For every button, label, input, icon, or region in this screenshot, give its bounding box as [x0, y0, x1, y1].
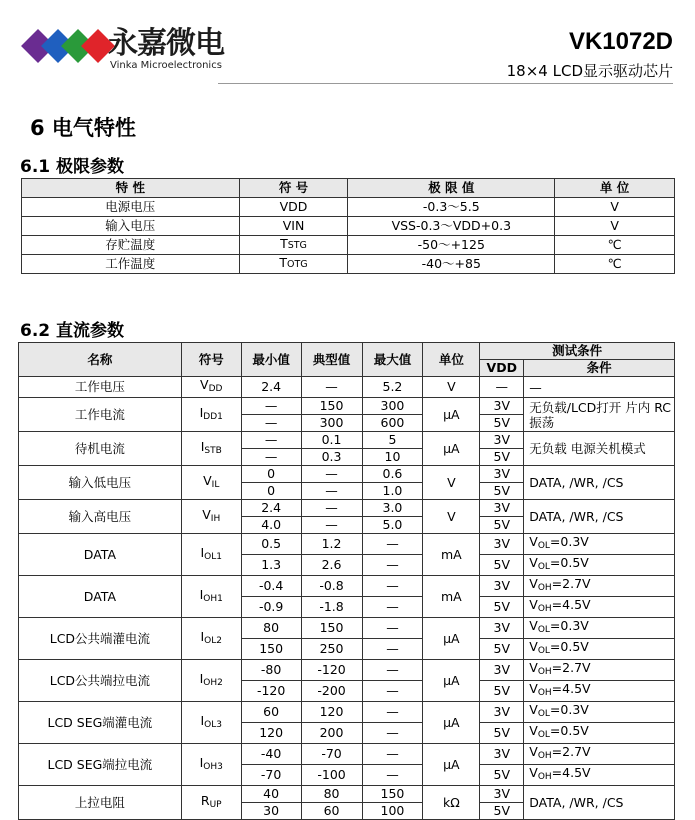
limits-cell: VSS-0.3～VDD+0.3 — [348, 217, 555, 236]
dc-min: 2.4 — [241, 377, 301, 398]
dc-vdd: 5V — [480, 681, 524, 702]
dc-min: -0.4 — [241, 576, 301, 597]
limits-header-cell: 符 号 — [239, 179, 348, 198]
dc-name: 工作电流 — [19, 398, 182, 432]
dc-typ: -70 — [301, 744, 362, 765]
dc-min: 60 — [241, 702, 301, 723]
dc-symbol: $R_{UP}$ — [181, 786, 241, 820]
dc-max: — — [362, 576, 423, 597]
limits-cell: 电源电压 — [22, 198, 240, 217]
dc-name: LCD公共端灌电流 — [19, 618, 182, 660]
dc-max: 150 — [362, 786, 423, 803]
dc-vdd: 3V — [480, 500, 524, 517]
dc-condition: $V_{OH}=4.5V$ — [524, 597, 675, 618]
limits-cell: ℃ — [555, 255, 675, 274]
dc-vdd: 5V — [480, 803, 524, 820]
limits-body — [22, 198, 675, 274]
dc-min: -80 — [241, 660, 301, 681]
dc-condition: — — [524, 377, 675, 398]
dc-symbol: $V_{IL}$ — [181, 466, 241, 500]
document-title: VK1072D — [568, 28, 673, 55]
dc-min: 0 — [241, 483, 301, 500]
dc-vdd: 3V — [480, 432, 524, 449]
dc-condition: $V_{OL}=0.5V$ — [524, 639, 675, 660]
dc-vdd: — — [480, 377, 524, 398]
dc-vdd: 3V — [480, 786, 524, 803]
dc-max: 300 — [362, 398, 423, 415]
dc-min: 0 — [241, 466, 301, 483]
document-subtitle: 18×4 LCD显示驱动芯片 — [506, 62, 673, 80]
dc-unit: μA — [423, 660, 480, 702]
dc-header-symbol: 符号 — [181, 343, 241, 377]
dc-typ: 1.2 — [301, 534, 362, 555]
limits-cell: -50～+125 — [348, 236, 555, 255]
limits-header-cell: 单 位 — [555, 179, 675, 198]
dc-min: 0.5 — [241, 534, 301, 555]
dc-vdd: 5V — [480, 483, 524, 500]
dc-symbol: $I_{OL2}$ — [181, 618, 241, 660]
section-title: 6 电气特性 — [30, 116, 136, 140]
dc-name: 上拉电阻 — [19, 786, 182, 820]
dc-typ: 200 — [301, 723, 362, 744]
dc-min: — — [241, 432, 301, 449]
dc-max: 10 — [362, 449, 423, 466]
dc-vdd: 5V — [480, 449, 524, 466]
dc-name: LCD公共端拉电流 — [19, 660, 182, 702]
dc-condition: $V_{OL}=0.5V$ — [524, 723, 675, 744]
brand-name-en: Vinka Microelectronics — [110, 60, 222, 71]
dc-vdd: 5V — [480, 723, 524, 744]
dc-vdd: 3V — [480, 466, 524, 483]
dc-max: — — [362, 597, 423, 618]
dc-header-vdd: VDD — [480, 360, 524, 377]
dc-name: DATA — [19, 576, 182, 618]
dc-unit: μA — [423, 432, 480, 466]
dc-row — [19, 660, 675, 681]
limits-header-cell: 特 性 — [22, 179, 240, 198]
dc-min: 80 — [241, 618, 301, 639]
dc-condition: $V_{OH}=2.7V$ — [524, 576, 675, 597]
dc-name: 待机电流 — [19, 432, 182, 466]
limits-row — [22, 198, 675, 217]
dc-typ: -100 — [301, 765, 362, 786]
limits-cell: -0.3～5.5 — [348, 198, 555, 217]
dc-min: 150 — [241, 639, 301, 660]
dc-max: 5 — [362, 432, 423, 449]
dc-name: LCD SEG端灌电流 — [19, 702, 182, 744]
dc-row — [19, 618, 675, 639]
dc-symbol: $I_{OH2}$ — [181, 660, 241, 702]
dc-typ: 60 — [301, 803, 362, 820]
dc-min: 40 — [241, 786, 301, 803]
dc-header-min: 最小值 — [241, 343, 301, 377]
dc-max: 3.0 — [362, 500, 423, 517]
dc-vdd: 5V — [480, 517, 524, 534]
dc-typ: 300 — [301, 415, 362, 432]
limits-cell: 存贮温度 — [22, 236, 240, 255]
limits-header-row — [22, 179, 675, 198]
dc-min: -0.9 — [241, 597, 301, 618]
dc-condition: DATA, /WR, /CS — [524, 500, 675, 534]
dc-row — [19, 466, 675, 483]
dc-typ: — — [301, 500, 362, 517]
dc-condition: $V_{OH}=4.5V$ — [524, 765, 675, 786]
dc-vdd: 3V — [480, 576, 524, 597]
limits-header-cell: 极 限 值 — [348, 179, 555, 198]
dc-typ: — — [301, 483, 362, 500]
dc-symbol: $V_{IH}$ — [181, 500, 241, 534]
dc-name: 输入低电压 — [19, 466, 182, 500]
dc-max: 5.2 — [362, 377, 423, 398]
limits-row — [22, 236, 675, 255]
dc-unit: mA — [423, 534, 480, 576]
dc-min: 30 — [241, 803, 301, 820]
dc-unit: μA — [423, 618, 480, 660]
dc-condition: $V_{OL}=0.5V$ — [524, 555, 675, 576]
dc-vdd: 3V — [480, 398, 524, 415]
dc-vdd: 5V — [480, 415, 524, 432]
limits-cell: V — [555, 217, 675, 236]
dc-vdd: 3V — [480, 702, 524, 723]
dc-typ: 0.1 — [301, 432, 362, 449]
dc-row — [19, 576, 675, 597]
dc-symbol: $I_{DD1}$ — [181, 398, 241, 432]
dc-header-typ: 典型值 — [301, 343, 362, 377]
dc-condition: $V_{OL}=0.3V$ — [524, 702, 675, 723]
dc-vdd: 5V — [480, 765, 524, 786]
dc-header-cond: 条件 — [524, 360, 675, 377]
dc-unit: kΩ — [423, 786, 480, 820]
limits-cell: ℃ — [555, 236, 675, 255]
limits-cell: TOTG — [239, 255, 348, 274]
dc-typ: 80 — [301, 786, 362, 803]
dc-typ: 120 — [301, 702, 362, 723]
dc-condition: DATA, /WR, /CS — [524, 466, 675, 500]
dc-title: 6.2 直流参数 — [20, 321, 125, 341]
dc-vdd: 3V — [480, 660, 524, 681]
dc-unit: μA — [423, 744, 480, 786]
dc-header-unit: 单位 — [423, 343, 480, 377]
limits-title: 6.1 极限参数 — [20, 157, 125, 177]
dc-vdd: 5V — [480, 639, 524, 660]
dc-condition: 无负载/LCD打开 片内 RC振荡 — [524, 398, 675, 432]
limits-cell: VDD — [239, 198, 348, 217]
dc-typ: -200 — [301, 681, 362, 702]
dc-row — [19, 432, 675, 449]
limits-cell: V — [555, 198, 675, 217]
dc-header-row — [19, 343, 675, 360]
dc-min: — — [241, 415, 301, 432]
dc-condition: 无负载 电源关机模式 — [524, 432, 675, 466]
dc-max: 1.0 — [362, 483, 423, 500]
dc-min: -40 — [241, 744, 301, 765]
dc-condition: $V_{OH}=4.5V$ — [524, 681, 675, 702]
dc-symbol: $I_{STB}$ — [181, 432, 241, 466]
limits-cell: 工作温度 — [22, 255, 240, 274]
dc-max: — — [362, 744, 423, 765]
dc-row — [19, 534, 675, 555]
dc-unit: V — [423, 377, 480, 398]
dc-condition: $V_{OL}=0.3V$ — [524, 618, 675, 639]
dc-max: 600 — [362, 415, 423, 432]
dc-typ: — — [301, 466, 362, 483]
dc-symbol: $I_{OH3}$ — [181, 744, 241, 786]
dc-row — [19, 377, 675, 398]
dc-symbol: $I_{OL1}$ — [181, 534, 241, 576]
dc-typ: 150 — [301, 618, 362, 639]
limits-row — [22, 217, 675, 236]
dc-body — [19, 377, 675, 820]
dc-typ: -0.8 — [301, 576, 362, 597]
dc-min: 2.4 — [241, 500, 301, 517]
dc-max: — — [362, 702, 423, 723]
limits-row — [22, 255, 675, 274]
dc-max: — — [362, 765, 423, 786]
dc-unit: V — [423, 500, 480, 534]
dc-min: 4.0 — [241, 517, 301, 534]
dc-condition: DATA, /WR, /CS — [524, 786, 675, 820]
dc-max: 0.6 — [362, 466, 423, 483]
dc-max: — — [362, 660, 423, 681]
dc-vdd: 5V — [480, 597, 524, 618]
dc-unit: μA — [423, 398, 480, 432]
dc-min: -120 — [241, 681, 301, 702]
limits-table — [21, 178, 675, 274]
dc-max: — — [362, 723, 423, 744]
dc-unit: V — [423, 466, 480, 500]
dc-symbol: $V_{DD}$ — [181, 377, 241, 398]
dc-name: 输入高电压 — [19, 500, 182, 534]
dc-row — [19, 398, 675, 415]
dc-name: 工作电压 — [19, 377, 182, 398]
limits-cell: -40～+85 — [348, 255, 555, 274]
limits-cell: 输入电压 — [22, 217, 240, 236]
dc-row — [19, 500, 675, 517]
dc-condition: $V_{OH}=2.7V$ — [524, 744, 675, 765]
limits-cell: TSTG — [239, 236, 348, 255]
dc-symbol: $I_{OH1}$ — [181, 576, 241, 618]
dc-condition: $V_{OL}=0.3V$ — [524, 534, 675, 555]
dc-vdd: 3V — [480, 744, 524, 765]
dc-header-max: 最大值 — [362, 343, 423, 377]
dc-max: — — [362, 618, 423, 639]
dc-max: — — [362, 555, 423, 576]
dc-symbol: $I_{OL3}$ — [181, 702, 241, 744]
dc-vdd: 5V — [480, 555, 524, 576]
dc-min: — — [241, 449, 301, 466]
dc-typ: -120 — [301, 660, 362, 681]
dc-row — [19, 744, 675, 765]
dc-vdd: 3V — [480, 534, 524, 555]
dc-min: 120 — [241, 723, 301, 744]
dc-row — [19, 702, 675, 723]
dc-max: — — [362, 534, 423, 555]
dc-min: -70 — [241, 765, 301, 786]
dc-max: — — [362, 681, 423, 702]
dc-max: 100 — [362, 803, 423, 820]
dc-table — [18, 342, 675, 820]
dc-typ: 2.6 — [301, 555, 362, 576]
dc-header-name: 名称 — [19, 343, 182, 377]
dc-typ: 150 — [301, 398, 362, 415]
dc-typ: 250 — [301, 639, 362, 660]
brand-name-cn: 永嘉微电 — [108, 26, 224, 61]
dc-header — [19, 343, 675, 377]
dc-typ: -1.8 — [301, 597, 362, 618]
dc-name: LCD SEG端拉电流 — [19, 744, 182, 786]
dc-header-test: 测试条件 — [480, 343, 675, 360]
dc-min: 1.3 — [241, 555, 301, 576]
dc-min: — — [241, 398, 301, 415]
dc-condition: $V_{OH}=2.7V$ — [524, 660, 675, 681]
dc-name: DATA — [19, 534, 182, 576]
header-divider — [218, 83, 673, 84]
dc-typ: 0.3 — [301, 449, 362, 466]
dc-max: — — [362, 639, 423, 660]
limits-cell: VIN — [239, 217, 348, 236]
dc-vdd: 3V — [480, 618, 524, 639]
dc-typ: — — [301, 377, 362, 398]
dc-max: 5.0 — [362, 517, 423, 534]
dc-unit: mA — [423, 576, 480, 618]
dc-unit: μA — [423, 702, 480, 744]
dc-row — [19, 786, 675, 803]
dc-typ: — — [301, 517, 362, 534]
